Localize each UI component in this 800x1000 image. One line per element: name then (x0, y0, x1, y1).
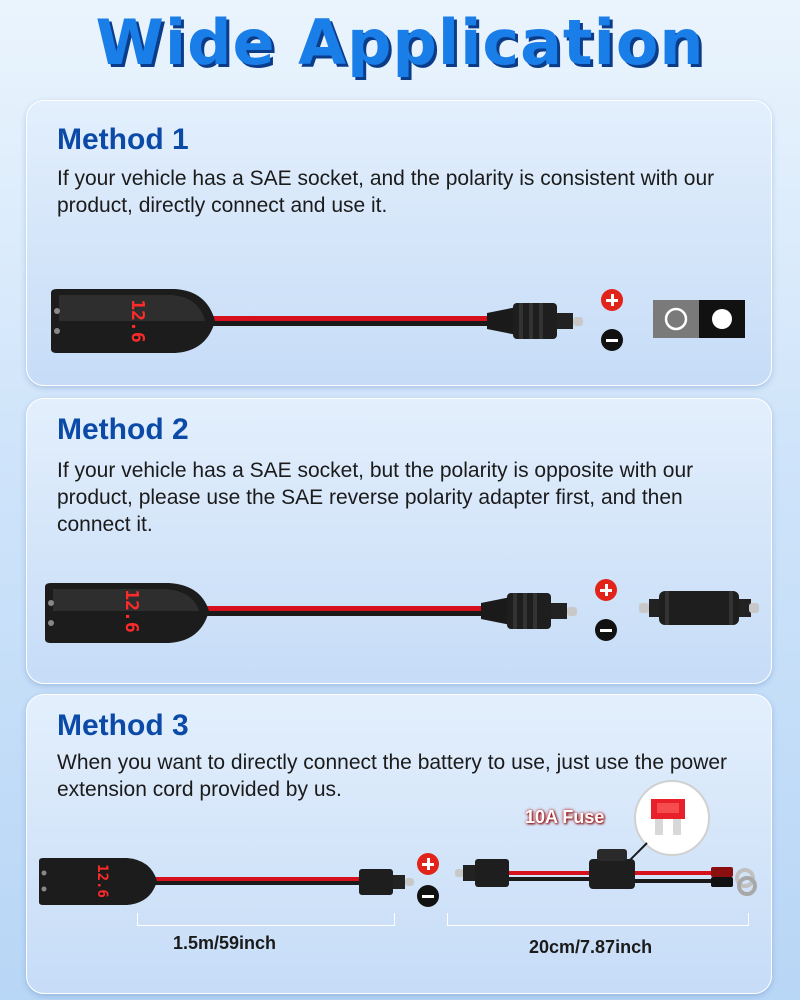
plus-icon (601, 289, 623, 311)
voltmeter-display: 12.6 (127, 299, 148, 343)
extension-cord (447, 845, 767, 909)
method-3-panel (26, 694, 772, 994)
plus-icon (417, 853, 439, 875)
method-2-title: Method 2 (57, 413, 189, 446)
fuse-label: 10A Fuse (525, 807, 605, 827)
method-1-description: If your vehicle has a SAE socket, and the polarity is consistent with our product, directly connect and use it. (57, 167, 715, 217)
method-1-title: Method 1 (57, 123, 189, 156)
socket-icon (653, 300, 745, 338)
minus-icon (601, 329, 623, 351)
minus-icon (595, 619, 617, 641)
voltmeter-cable-1 (47, 287, 587, 357)
minus-icon (417, 885, 439, 907)
length-dimension-line-main (137, 913, 395, 926)
length-label-main: 1.5m/59inch (173, 933, 277, 953)
length-label-ext: 20cm/7.87inch (529, 937, 653, 957)
length-dimension-line-ext (447, 913, 749, 926)
method-3-title: Method 3 (57, 709, 189, 742)
voltmeter-cable-2 (41, 581, 581, 651)
reverse-polarity-adapter (639, 587, 759, 629)
method-2-description: If your vehicle has a SAE socket, but the polarity is opposite with our product, please use the SAE reverse polarity adapter first, and then connect it. (57, 459, 694, 536)
method-2-panel (26, 398, 772, 684)
voltmeter-display: 12.6 (94, 864, 110, 898)
voltmeter-display: 12.6 (121, 589, 142, 633)
voltmeter-cable-3 (35, 857, 425, 907)
plus-icon (595, 579, 617, 601)
method-3-description: When you want to directly connect the battery to use, just use the power extension cord provided by us. (57, 751, 728, 801)
page-title: Wide Application (95, 6, 705, 79)
method-1-panel (26, 100, 772, 386)
ring-terminal-icon (729, 867, 763, 897)
